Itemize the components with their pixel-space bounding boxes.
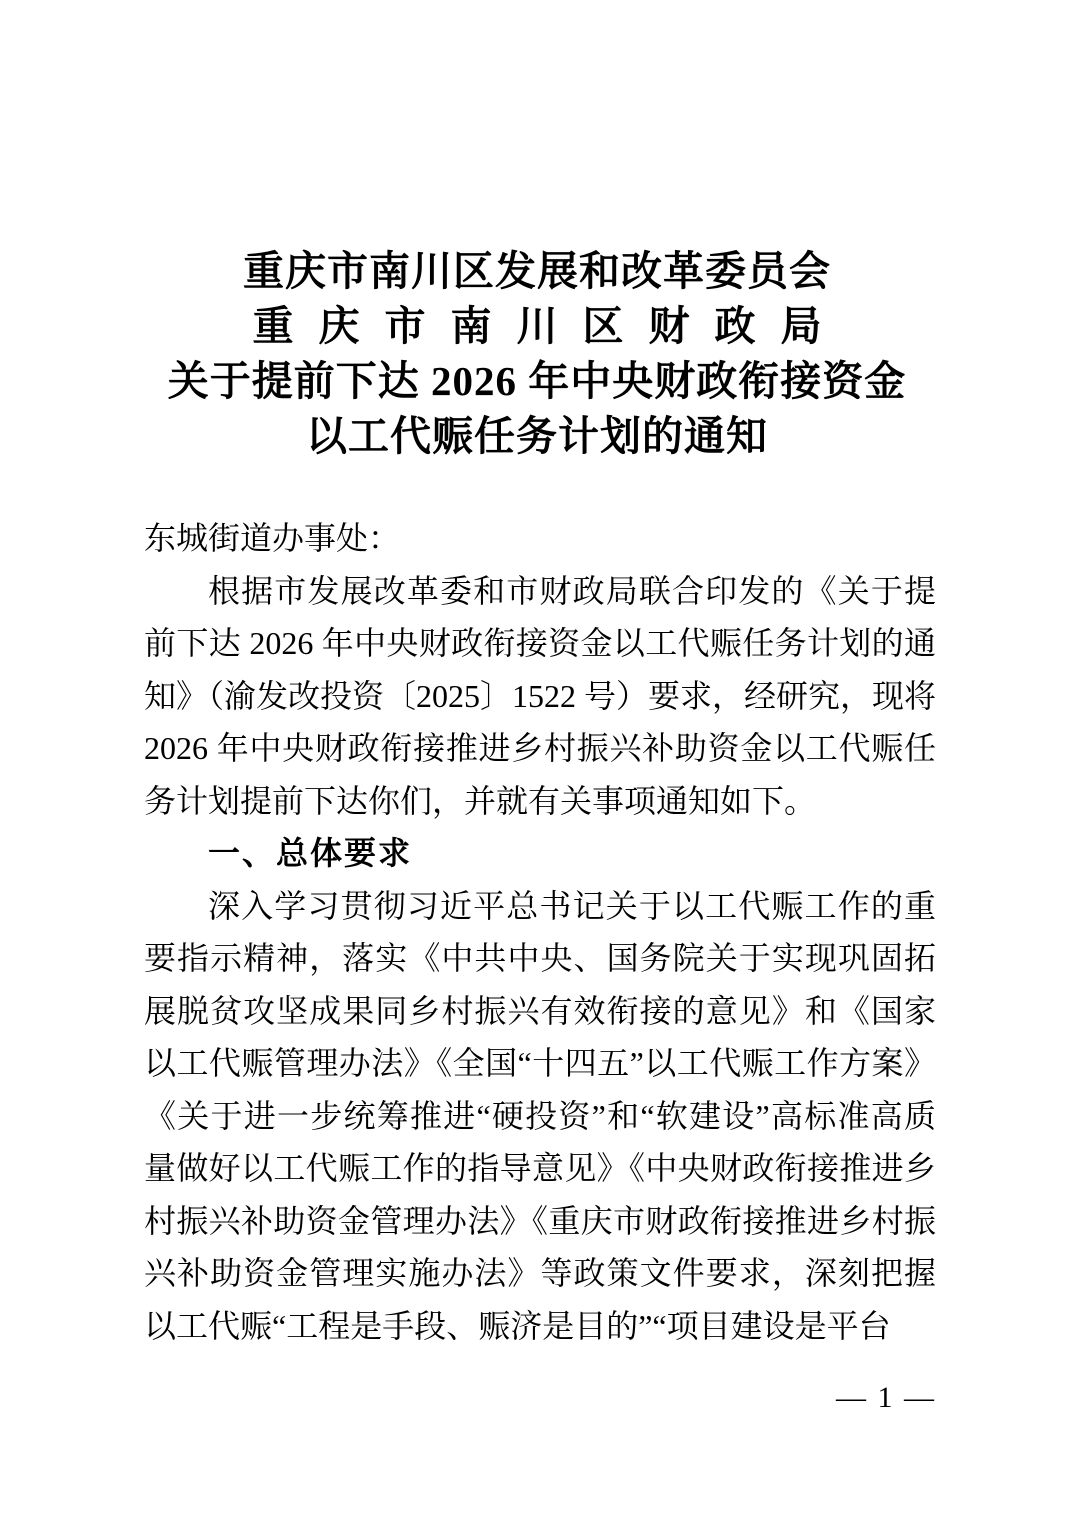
page-number: — 1 —	[836, 1381, 936, 1414]
title-line-subject-2: 以工代赈任务计划的通知	[306, 413, 768, 459]
paragraph-section-1: 深入学习贯彻习近平总书记关于以工代赈工作的重要指示精神，落实《中共中央、国务院关于实现巩固拓展脱贫攻坚成果同乡村振兴有效衔接的意见》和《国家以工代赈管理办法》《全国“十四五”以工代赈工作方案》《关于进一步统筹推进“硬投资”和“软建设”高标准高质量做好以工代赈工作的指导意见》《中央财政衔接推进乡村振兴补助资金管理办法》《重庆市财政衔接推进乡村振兴补助资金管理实施办法》等政策文件要求，深刻把握以工代赈“工程是手段、赈济是目的”“项目建设是平台	[144, 887, 936, 1344]
document-title	[97, 244, 977, 464]
addressee-line: 东城街道办事处：	[144, 520, 401, 556]
title-line-issuer-2: 重庆市南川区财政局	[252, 303, 847, 349]
section-heading-1: 一、总体要求	[208, 835, 413, 871]
title-line-subject-1: 关于提前下达 2026 年中央财政衔接资金	[167, 358, 907, 404]
document-body	[144, 512, 936, 1352]
title-line-issuer-1: 重庆市南川区发展和改革委员会	[243, 248, 831, 294]
paragraph-intro: 根据市发展改革委和市财政局联合印发的《关于提前下达 2026 年中央财政衔接资金以工代赈任务计划的通知》（渝发改投资〔2025〕1522 号）要求，经研究，现将 2026 年中央财政衔接推进乡村振兴补助资金以工代赈任务计划提前下达你们，并就有关事项通知如下。	[144, 572, 937, 819]
